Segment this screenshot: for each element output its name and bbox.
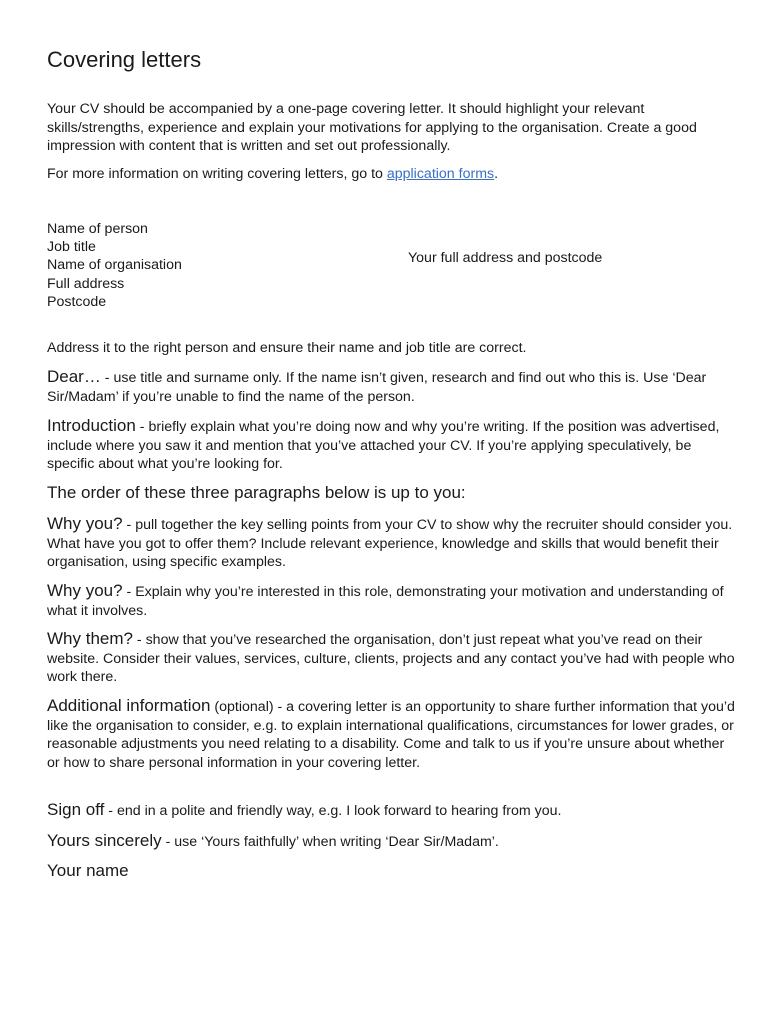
yours-sincerely-text: - use ‘Yours faithfully’ when writing ‘Dear Sir/Madam’. — [161, 834, 499, 850]
page-title: Covering letters — [47, 47, 202, 72]
why-you-text-1: - pull together the key selling points from your CV to show why the recruiter should consider you. What have you got to offer them? Include relevant experience, knowledge and skills that would benefit their organisation, using specific examples. — [47, 517, 733, 570]
why-them-text: - show that you’ve researched the organisation, don’t just repeat what you’ve read on their website. Consider their values, services, culture, clients, projects and any contact you’ve had with people who work there. — [47, 632, 735, 685]
additional-info-paragraph — [47, 697, 737, 772]
additional-info-optional: (optional) — [210, 699, 274, 715]
introduction-paragraph — [47, 417, 737, 474]
dear-text: - use title and surname only. If the name isn’t given, research and find out who this is. Use ‘Dear Sir/Madam’ if you’re unable to find the name of the person. — [47, 370, 707, 405]
recipient-postcode: Postcode — [47, 293, 107, 310]
sign-off-paragraph — [47, 801, 737, 821]
why-them-paragraph — [47, 630, 737, 687]
sender-address: Your full address and postcode — [408, 250, 603, 266]
recipient-full-address: Full address — [47, 275, 125, 292]
sign-off-heading: Sign off — [47, 800, 105, 819]
dear-heading: Dear… — [47, 367, 101, 386]
why-them-heading: Why them? — [47, 629, 133, 648]
additional-info-text: - a covering letter is an opportunity to share further information that you’d like the organisation to consider, e.g. to explain international qualifications, circumstances for lower grades, or reasonable adjustments you need relating to a disability. Come and talk to us if you’re unsure about whether or how to share personal information in your covering letter. — [47, 699, 735, 771]
why-you-heading-2: Why you? — [47, 581, 123, 600]
why-you-heading-1: Why you? — [47, 514, 123, 533]
address-note: Address it to the right person and ensure their name and job title are correct. — [47, 340, 527, 356]
recipient-job-title: Job title — [47, 239, 96, 256]
recipient-address-block — [47, 220, 182, 311]
sign-off-text: - end in a polite and friendly way, e.g. I look forward to hearing from you. — [104, 803, 562, 819]
introduction-heading: Introduction — [47, 416, 136, 435]
why-you-paragraph-2 — [47, 582, 737, 620]
yours-sincerely-heading: Yours sincerely — [47, 831, 162, 850]
intro-paragraph: Your CV should be accompanied by a one-page covering letter. It should highlight your relevant skills/strengths, experience and explain your motivations for applying to the organisation. Create a good impression with content that is written and set out professionally. — [47, 101, 697, 154]
why-you-paragraph-1 — [47, 515, 737, 572]
yours-sincerely-paragraph — [47, 832, 737, 852]
more-info-suffix: . — [494, 166, 499, 182]
recipient-organisation: Name of organisation — [47, 257, 182, 274]
additional-info-heading: Additional information — [47, 696, 211, 715]
more-info-paragraph — [47, 165, 737, 184]
introduction-text: - briefly explain what you’re doing now and why you’re writing. If the position was advertised, include where you saw it and mention that you’ve attached your CV. If you’re applying speculatively, be specific about what you’re looking for. — [47, 419, 720, 472]
more-info-prefix: For more information on writing covering letters, go to — [47, 166, 387, 182]
dear-paragraph — [47, 368, 737, 406]
your-name: Your name — [47, 861, 129, 880]
recipient-name: Name of person — [47, 221, 148, 237]
why-you-text-2: - Explain why you’re interested in this role, demonstrating your motivation and understanding of what it involves. — [47, 584, 724, 619]
application-forms-link[interactable]: application forms — [386, 166, 495, 182]
order-note: The order of these three paragraphs below is up to you: — [47, 483, 466, 502]
